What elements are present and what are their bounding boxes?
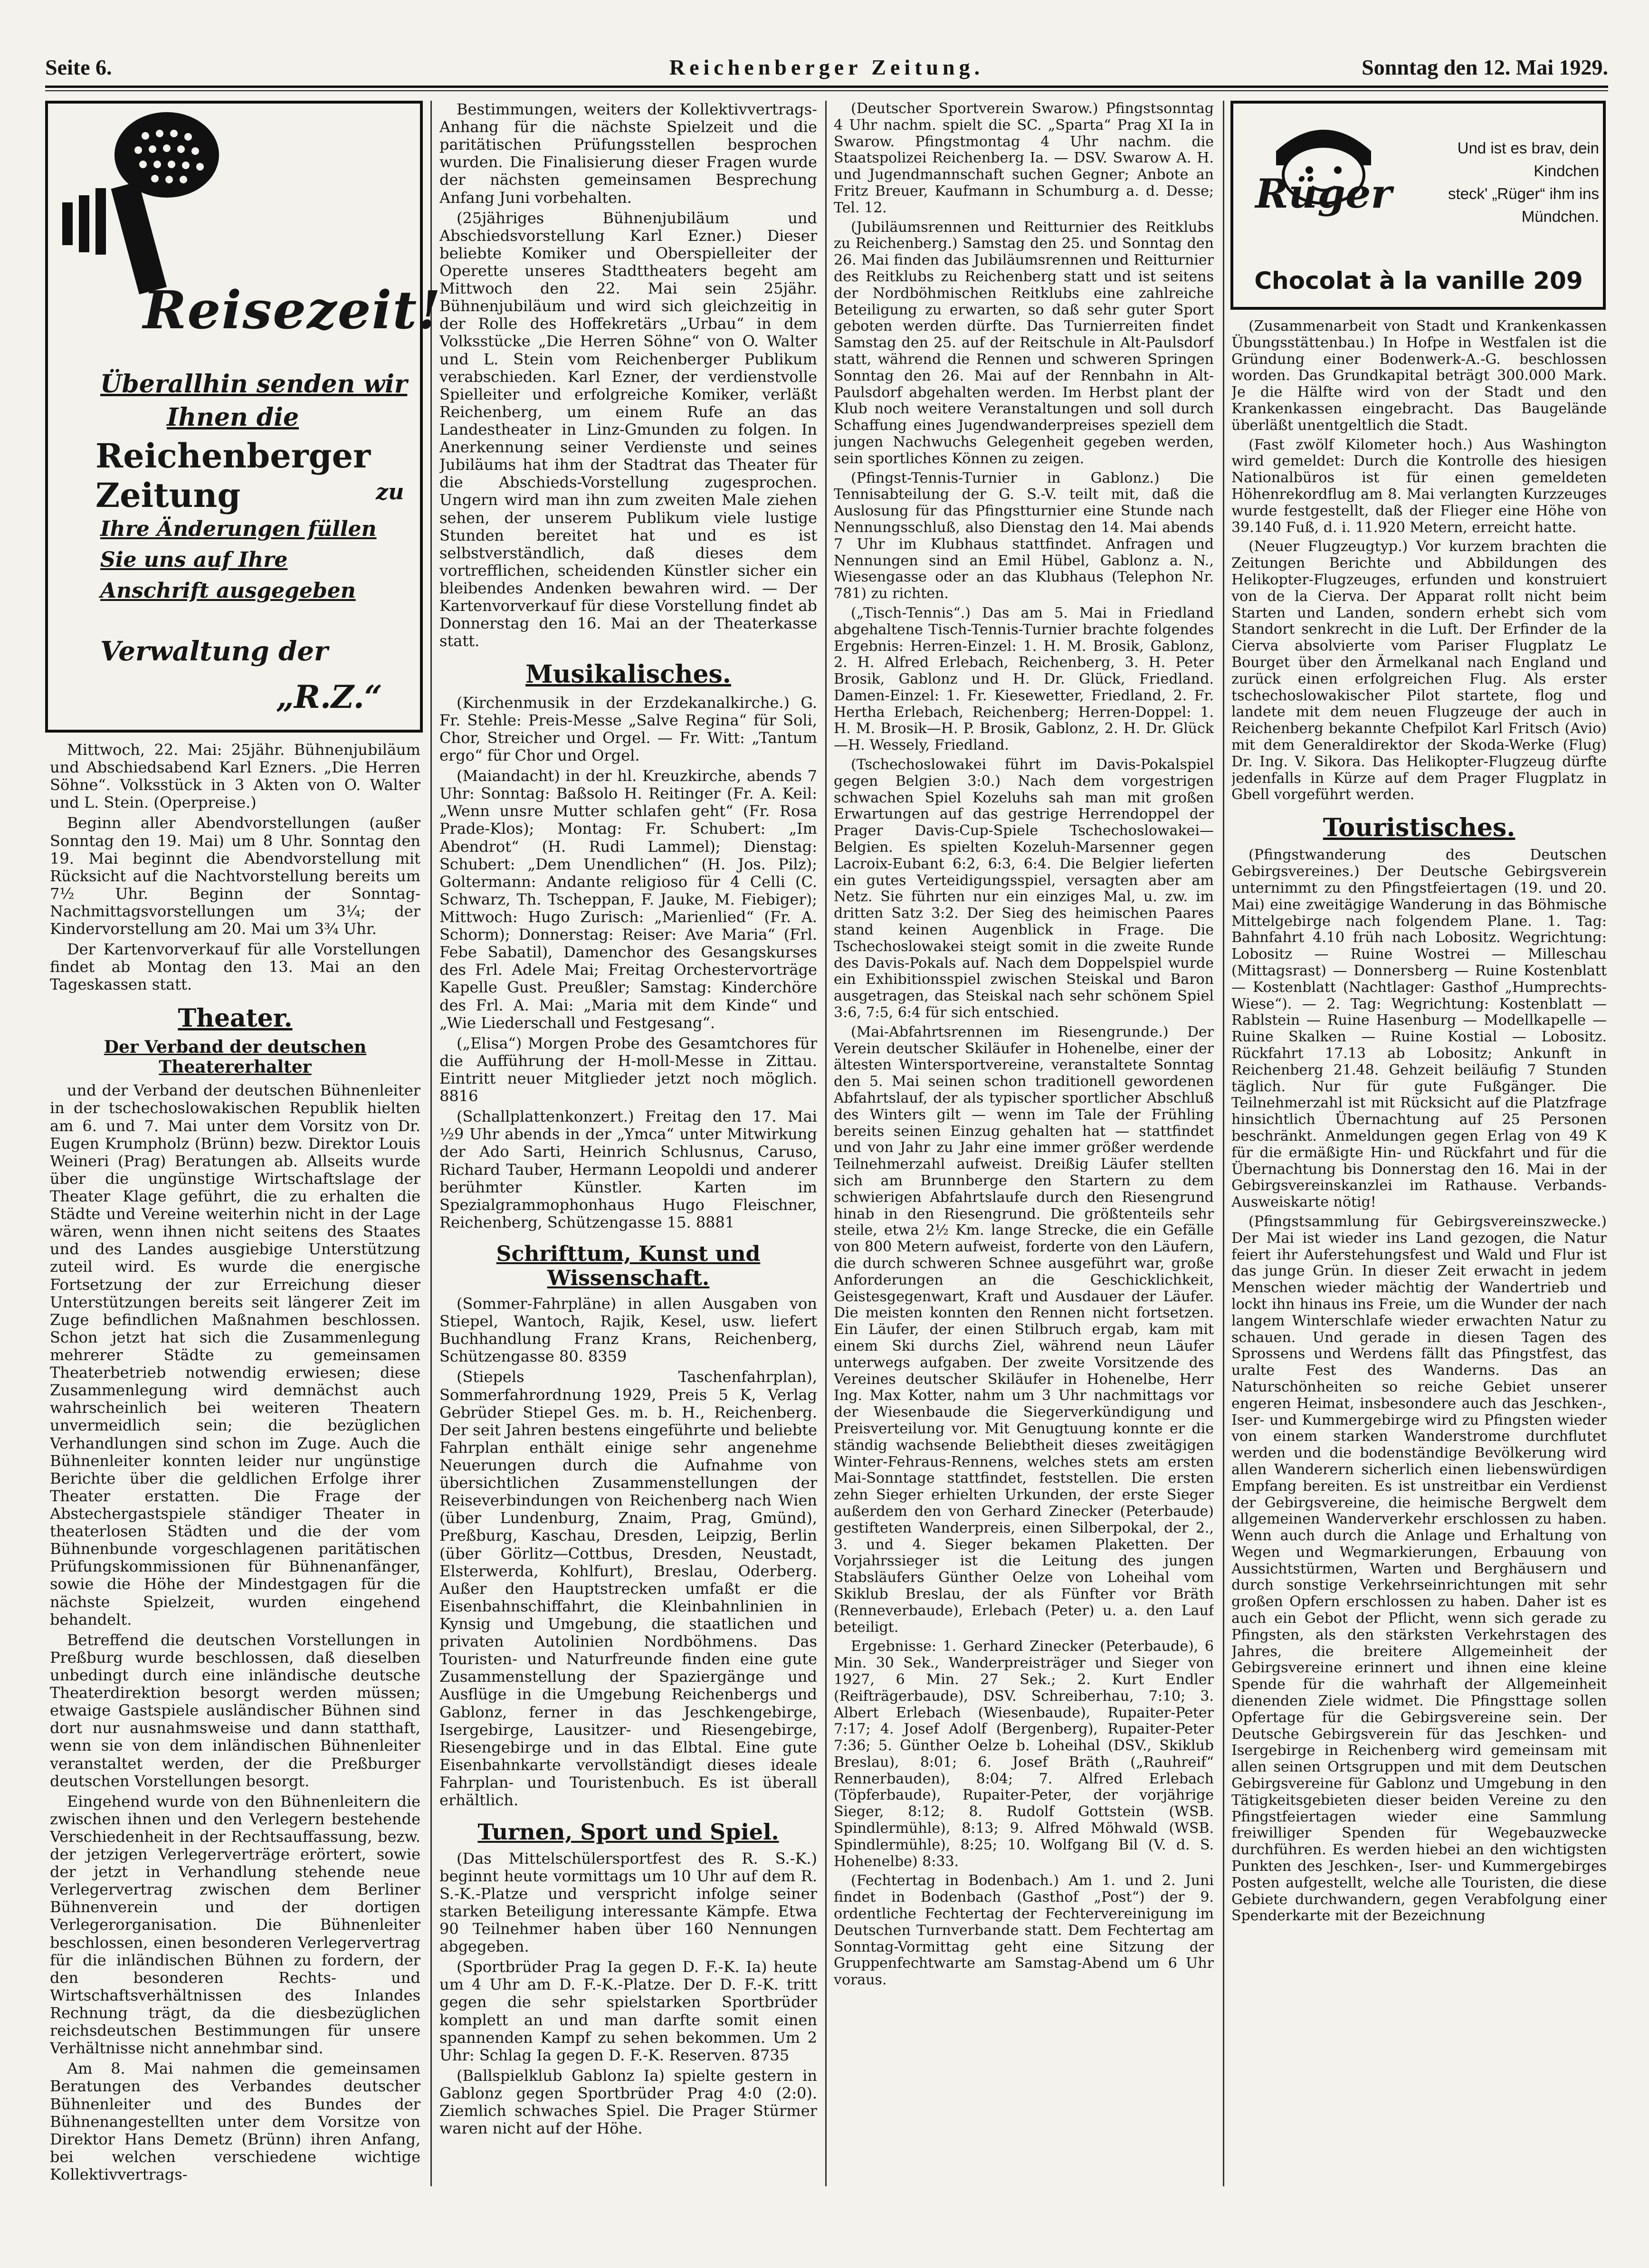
ad-text-line: Verwaltung der (100, 636, 328, 667)
section-heading-music: Musikalisches. (525, 660, 731, 689)
ad-slogan-line: Kindchen (1534, 162, 1599, 180)
article-paragraph: (Mai-Abfahrtsrennen im Riesengrunde.) Der Verein deutscher Skiläufer in Hohenelbe, einer der ältesten Wintersportvereine, veranstaltete Sonntag den 5. Mai seinen schon traditionell gewordenen Abfahrtslauf, der als typischer sportlicher Abschluß des Winters gilt — wenn im Tale der Frühling bereits seinen Einzug gehalten hat — stattfindet und von Jahr zu Jahr eine immer größer werdende Teilnehmerzahl aufweist. Dreißig Läufer stellten sich am Brunnberge den Startern zu dem schwierigen Abfahrtslaufe durch den Riesengrund hinab in den Riesengrund. Die größtenteils sehr steile, etwa 2½ Km. lange Strecke, die ein Gefälle von 800 Metern aufweist, forderte von den Läufern, die durch schweren Schnee ausgeführt war, große Anforderungen an die Geschicklichkeit, Geistesgegenwart, Kraft und Ausdauer der Läufer. Die meisten konnten den Rennen nicht fortsetzen. Ein Läufer, der einen Stilbruch ergab, kam mit einem Ski durchs Ziel, während neun Läufer unterwegs aufgaben. Der zweite Vorsitzende des Vereines deutscher Skiläufer in Hohenelbe, Herr Ing. Max Kotter, nahm um 3 Uhr nachmittags vor der Wiesenbaude die Siegerverkündigung und Preisverteilung vor. Mit Genugtuung konnte er die ständig wachsende Beliebtheit dieses zweitägigen Winter-Fehraus-Rennens, welches stets am ersten Mai-Sonntage stattfindet, feststellen. Die ersten zehn Sieger erhielten Urkunden, der erste Sieger außerdem den von Gerhard Zinecker (Peterbaude) gestifteten Wanderpreis, einen Silberpokal, der 2., 3. und 4. Sieger bekamen Plaketten. Der Vorjahrssieger ist die Leitung des jungen Stabsläufers Günther Oelze von Loheihal vom Skiklub Breslau, der als Fünfter vor Bräth (Renneverbaude), Erlebach (Peter) u. a. den Lauf beteiligt. (834, 1023, 1214, 1636)
article-paragraph: (Pfingstsammlung für Gebirgsvereinszwecke.) Der Mai ist wieder ins Land gezogen, die Natur feiert ihr Auferstehungsfest und Wald und Flur ist das junge Grün. In dieser Zeit erwacht in jedem Menschen wieder mächtig der Wandertrieb und lockt ihn hinaus ins Freie, um die Wunder der nach langem Winterschlafe wieder erwachten Natur zu schauen. Und gerade in diesen Tagen des Sprossens und Werdens fällt das Pfingstfest, das uralte Fest des Wanderns. Das an Naturschönheiten so reiche Gebiet unserer engeren Heimat, insbesondere auch das Jeschken-, Iser- und Kummergebirge wird zu Pfingsten wieder von einem starken Wanderstrome durchflutet werden und die bodenständige Bevölkerung wird allen Wanderern sicherlich einen liebenswürdigen Empfang bereiten. Es ist unstreitbar ein Verdienst der Gebirgsvereine, die heimische Bergwelt dem allgemeinen Wanderverkehr erschlossen zu haben. Wenn auch durch die Anlage und Erhaltung von Wegen und Wegmarkierungen, Erbauung von Aussichtstürmen, Warten und Berghäusern und durch sonstige Verkehrseinrichtungen mit sehr großen Opfern erschlossen zu haben. Daher ist es auch ein Gebot der Pflicht, wenn sich gerade zu Pfingsten, als den stärksten Verkehrstagen des Jahres, die breitere Allgemeinheit der Gebirgsvereine erinnert und ihnen eine kleine Spende für die wahrhaft der Allgemeinheit dienenden Ziele widmet. Die Pfingsttage sollen Opfertage für die Gebirgsvereine sein. Der Deutsche Gebirgsverein für das Jeschken- und Isergebirge in Reichenberg wird gemeinsam mit allen seinen Ortsgruppen und mit dem Deutschen Gebirgsvereine für Gablonz und Umgebung in den Tätigkeitsgebieten dieser beiden Vereine zu den Pfingstfeiertagen wieder eine Sammlung freiwilliger Spenden für Wegebauzwecke durchführen. Es werden hiebei an den wichtigsten Punkten des Jeschken-, Iser- und Kummergebirges Posten aufgestellt, welche alle Touristen, die diese Gebiete durchwandern, gegen Verabfolgung einer Spenderkarte mit der Bezeichnung (1231, 1213, 1607, 1925)
reisezeit-advertisement (45, 101, 442, 733)
article-paragraph: (Maiandacht) in der hl. Kreuzkirche, abends 7 Uhr: Sonntag: Baßsolo H. Reitinger (Fr. A. Keil: „Wenn unsre Mutter schlafen geht“ (Fr. Rosa Prade-Klos); Montag: Fr. Schubert: „Im Abendrot“ (H. Rudi Lammel); Dienstag: Schubert: „Dem Unendlichen“ (H. Jos. Pilz); Goltermann: Andante religioso für 4 Celli (C. Schwarz, Th. Tscheppan, F. Jauke, M. Fiebiger); Mittwoch: Hugo Zurisch: „Marienlied“ (Fr. A. Schorm); Donnerstag: Reiser: Ave Maria“ (Frl. Febe Sabatil), Damenchor des Gesangskurses des Frl. Adele Mai; Freitag Orchestervorträge Kapelle Gust. Preußler; Samstag: Kinderchöre des Frl. A. Mai: „Maria mit dem Kinde“ und „Wie Liederschall und Festgesang“. (439, 767, 817, 1032)
ad-slogan-line: Mündchen. (1521, 207, 1599, 225)
issue-date: Sonntag den 12. Mai 1929. (1362, 55, 1608, 79)
microphone-icon (53, 107, 224, 297)
paper-name: Reichenberger Zeitung. (669, 55, 984, 79)
article-paragraph: Ergebnisse: 1. Gerhard Zinecker (Peterbaude), 6 Min. 30 Sek., Wanderpreisträger und Sieger von 1927, 6 Min. 27 Sek.; 2. Kurt Endler (Reifträgerbaude), DSV. Schreiberhau, 7:10; 3. Albert Erlebach (Wiesenbaude), Rupaiter-Peter 7:17; 4. Josef Adolf (Bergenberg), Rupaiter-Peter 7:36; 5. Günther Oelze b. Loheihal (DSV., Skiklub Breslau), 8:01; 6. Josef Bräth („Rauhreif“ Rennerbauden), 8:04; 7. Alfred Erlebach (Töpferbaude), Rupaiter-Peter, der vorjährige Sieger, 8:12; 8. Rudolf Gottstein (WSB. Spindlermühle), 8:13; 9. Alfred Möhwald (WSB. Spindlermühle), 8:25; 10. Wolfgang Bil (V. d. S. Hohenelbe) 8:33. (834, 1638, 1214, 1870)
article-paragraph: (Pfingstwanderung des Deutschen Gebirgsvereines.) Der Deutsche Gebirgsverein unternimmt zu den Pfingstfeiertagen (19. und 20. Mai) eine zweitägige Wanderung in das Böhmische Mittelgebirge nach folgendem Plane. 1. Tag: Bahnfahrt 4.10 früh nach Lobositz. Wegrichtung: Lobositz — Ruine Wostrei — Milleschau (Mittagsrast) — Donnersberg — Ruine Kostenblatt — Kostenblatt (Nachtlager: Gasthof „Humprechts-Wiese“). — 2. Tag: Wegrichtung: Kostenblatt — Rablstein — Ruine Hasenburg — Modellkapelle — Ruine Skalken — Ruine Kostial — Lobositz. Rückfahrt 17.13 ab Lobositz; Ankunft in Reichenberg 21.48. Gehzeit beiläufig 7 Stunden täglich. Nur für gute Fußgänger. Die Teilnehmerzahl ist mit Rücksicht auf die Platzfrage hinsichtlich Übernachtung auf 25 Personen beschränkt. Anmeldungen gegen Erlag von 49 K für die ermäßigte Hin- und Rückfahrt und für die Übernachtung bis Donnerstag den 16. Mai in der Gebirgsvereinskanzlei im Rathause. Verbands-Ausweiskarte nötig! (1231, 847, 1607, 1211)
article-paragraph: (25jähriges Bühnenjubiläum und Abschiedsvorstellung Karl Ezner.) Dieser beliebte Komiker und Oberspielleiter der Operette unseres Stadttheaters begeht am Mittwoch den 22. Mai sein 25jähr. Bühnenjubiläum und wird sich gleichzeitig in der Rolle des Hoffekretärs „Urbau“ in dem Volksstücke „Die Herren Söhne“ von O. Walter und L. Stein vom Reichenberger Publikum verabschieden. Karl Ezner, der verdienstvolle Spielleiter und erfolgreiche Komiker, verläßt Reichenberg, um einem Rufe an das Landestheater in Linz-Gmunden zu folgen. In Anerkennung seiner Verdienste und seines Jubiläums hat ihm der Stadtrat das Theater für die Abschieds-Vorstellung zugesprochen. Ungern wird man ihn zum zweiten Male ziehen sehen, der unserem Publikum viele lustige Stunden bereitet hat und es ist selbstverständlich, daß dieses dem vortrefflichen, scheidenden Künstler sicher ein bleibendes Andenken bewahren wird. — Der Kartenvorverkauf für diese Vorstellung findet ab Donnerstag den 16. Mai an der Theaterkasse statt. (439, 209, 817, 650)
article-paragraph: (Pfingst-Tennis-Turnier in Gablonz.) Die Tennisabteilung der G. S.-V. teilt mit, daß die Auslosung für das Pfingstturnier eine Stunde nach Nennungsschluß, also Dienstag den 14. Mai abends 7 Uhr im Klubhaus stattfindet. Anfragen und Nennungen sind an Emil Hübel, Gablonz a. N., Wiesengasse oder an das Klubhaus (Telephon Nr. 781) zu richten. (834, 469, 1214, 602)
section-heading-literature: Schrifttum, Kunst und Wissenschaft. (496, 1241, 761, 1291)
ad-signature: „R.Z.“ (276, 678, 382, 715)
article-paragraph: (Zusammenarbeit von Stadt und Krankenkassen Übungsstättenbau.) In Hofpe in Westfalen ist die Gründung einer Bodenwerk-A.-G. beschlossen worden. Das Grundkapital beträgt 300.000 Mark. Je die Hälfte wird von der Stadt und den Krankenkassen eingebracht. Das Baugelände überläßt unentgeltlich die Stadt. (1231, 318, 1607, 434)
section-heading-sport: Turnen, Sport und Spiel. (477, 1819, 779, 1845)
column-divider (1223, 101, 1224, 2186)
ad-text-line: Ihnen die (167, 403, 299, 432)
ad-text-line: Anschrift ausgegeben (100, 579, 356, 603)
article-paragraph: (Deutscher Sportverein Swarow.) Pfingstsonntag 4 Uhr nachm. spielt die SC. „Sparta“ Prag XI Ia in Swarow. Pfingstmontag 4 Uhr nachm. die Staatspolizei Reichenberg Ia. — DSV. Swarow A. H. und Jugendmannschaft suchen Gegner; Anbote an Fritz Breuer, Kaufmann in Schumburg a. d. Desse; Tel. 12. (834, 101, 1214, 216)
column-divider (430, 101, 432, 2186)
article-paragraph: Betreffend die deutschen Vorstellungen in Preßburg wurde beschlossen, daß dieselben unbedingt durch eine inländische deutsche Theaterdirektion besorgt werden müssen; etwaige Gastspiele ausländischer Bühnen sind dort nur ausnahmsweise und dann statthaft, wenn sie von dem inländischen Bühnenleiter veranstaltet werden, der die Preßburger deutschen Vorstellungen besorgt. (50, 1630, 420, 1790)
article-paragraph: Bestimmungen, weiters der Kollektivvertrags-Anhang für die nächste Spielzeit und die paritätischen Prüfungsstellen besprochen wurden. Die Finalisierung dieser Fragen wurde der nächsten gemeinsamen Besprechung Anfang Juni vorbehalten. (439, 101, 817, 207)
article-heading: Der Verband der deutschen Theatererhalter (104, 1037, 367, 1077)
column-divider (825, 101, 827, 2186)
article-paragraph: (Kirchenmusik in der Erzdekanalkirche.) G. Fr. Stehle: Preis-Messe „Salve Regina“ für Soli, Chor, Streicher und Orgel. — Fr. Witt: „Tantum ergo“ für Chor und Orgel. (439, 693, 817, 765)
article-paragraph: („Tisch-Tennis“.) Das am 5. Mai in Friedland abgehaltene Tisch-Tennis-Turnier brachte folgendes Ergebnis: Herren-Einzel: 1. H. M. Brosik, Gablonz, 2. H. Alfred Erlebach, Reichenberg, 3. H. Peter Brosik, Gablonz und H. Dr. Glück, Friedland. Damen-Einzel: 1. Fr. Kiesewetter, Friedland, 2. Fr. Hertha Erlebach, Reichenberg; Herren-Doppel: 1. H. M. Brosik—H. P. Brosik, Gablonz, 2. H. Dr. Glück—H. Wessely, Friedland. (834, 604, 1214, 754)
ad-text-line: Überallhin senden wir (100, 370, 408, 399)
ad-text-line: Sie uns auf Ihre (100, 548, 288, 572)
masthead-rule-thin (45, 90, 1608, 91)
article-paragraph: (Ballspielklub Gablonz Ia) spielte gestern in Gablonz gegen Sportbrüder Prag 4:0 (2:0). Ziemlich schwaches Spiel. Die Prager Stürmer waren nicht auf der Höhe. (439, 2066, 817, 2138)
section-heading-theater: Theater. (178, 1003, 293, 1033)
theater-program-note: Mittwoch, 22. Mai: 25jähr. Bühnenjubiläum und Abschiedsabend Karl Ezners. „Die Herren Söhne“. Volksstück in 3 Akten von O. Walter und L. Stein. (Operpreise.) (50, 741, 420, 812)
column-2 (439, 101, 817, 2191)
rueger-chocolate-advertisement (1230, 101, 1606, 310)
theater-program-note: Der Kartenvorverkauf für alle Vorstellungen findet ab Montag den 13. Mai an den Tageskassen statt. (50, 940, 420, 994)
column-3 (834, 101, 1214, 2191)
ad-text-line: zu (376, 479, 404, 505)
article-paragraph: (Sportbrüder Prag Ia gegen D. F.-K. Ia) heute um 4 Uhr am D. F.-K.-Platze. Der D. F.-K. tritt gegen die sehr spielstarken Sportbrüder komplett an und man darfte somit einen spannenden Kampf zu sehen bekommen. Um 2 Uhr: Schlag Ia gegen D. F.-K. Reserven. 8735 (439, 1958, 817, 2064)
column-1 (50, 741, 420, 2190)
article-paragraph: (Tschechoslowakei führt im Davis-Pokalspiel gegen Belgien 3:0.) Nach dem vorgestrigen schwachen Spiel Kozeluhs sah man mit großen Erwartungen auf das gestrige Herrendoppel der Prager Davis-Cup-Spiele Tschechoslowakei—Belgien. Es spielten Kozeluh-Marsenner gegen Lacroix-Eubant 6:2, 6:3, 6:4. Die Belgier lieferten ein gutes Verteidigungsspiel, versagten aber am Netz. Sie führten nur ein einziges Mal, u. zw. im dritten Satz 3:2. Der Sieg des heimischen Paares stand keinen Augenblick in Frage. Die Tschechoslowakei steigt somit in die zweite Runde des Davis-Pokals auf. Nach dem Doppelspiel wurde ein Exhibitionsspiel zwischen Steiskal und Baron ausgetragen, das Steiskal nach sehr schönem Spiel 3:6, 7:5, 6:4 für sich entschied. (834, 756, 1214, 1021)
ad-headline: Reisezeit! (143, 279, 442, 341)
article-paragraph: und der Verband der deutschen Bühnenleiter in der tschechoslowakischen Republik hielten am 6. und 7. Mai unter dem Vorsitz von Dr. Eugen Krumpholz (Brünn) bezw. Direktor Louis Weineri (Prag) Beratungen ab. Allseits wurde über die ungünstige Wirtschaftslage der Theater Klage geführt, die zu erhalten die Städte und Vereine weiterhin nicht in der Lage wären, wenn ihnen nicht seitens des Staates und des Landes ausgiebige Unterstützung zuteil wird. Es wurde die energische Fortsetzung der zur Erreichung dieser Unterstützungen bereits seit längerer Zeit im Zuge befindlichen Maßnahmen beschlossen. Schon jetzt hat sich die Zusammenlegung mehrerer Städte zu gemeinsamen Theaterbetrieb notwendig erwiesen; diese Zusammenlegung wird demnächst auch wahrscheinlich bei weiteren Theatern unvermeidlich sein; die bezüglichen Verhandlungen sind schon im Zuge. Auch die Bühnenleiter konnten leider nur ungünstige Berichte über die geldlichen Erfolge ihrer Theater erstatten. Die Frage der Abstechergastspiele ständiger Theater in theaterlosen Städten und die der vom Bühnenbunde vorgeschlagenen paritätischen Prüfungskommissionen für Bühnenanfänger, sowie die Höhe der Mindestgagen für die nächste Spielzeit, wurden eingehend behandelt. (50, 1081, 420, 1629)
page-number: Seite 6. (45, 55, 112, 79)
product-name: Chocolat à la vanille 209 (1254, 267, 1583, 295)
ad-slogan-line: Und ist es brav, dein (1457, 139, 1599, 157)
ad-slogan (1409, 137, 1599, 228)
article-paragraph: Eingehend wurde von den Bühnenleitern die zwischen ihnen und den Verlegern bestehende Verschiedenheit in der Rechtsauffassung, bezw. der jetzigen Verlegerverträge erörtert, sowie der jetzt in Verhandlung stehende neue Verlegervertrag zwischen dem Berliner Bühnenverein und der dortigen Verlegerorganisation. Die Bühnenleiter beschlossen, einen besonderen Verlegervertrag für die inländischen Bühnen zu fordern, der den besonderen Rechts- und Wirtschaftsverhältnissen des Inlandes Rechnung trägt, da die diesbezüglichen reichsdeutschen Bestimmungen für unsere Verhältnisse nicht annehmbar sind. (50, 1792, 420, 2058)
article-paragraph: (Fechtertag in Bodenbach.) Am 1. und 2. Juni findet in Bodenbach (Gasthof „Post“) der 9. ordentliche Fechtertag der Fechtervereinigung im Deutschen Turnverbande statt. Dem Fechtertag am Sonntag-Vormittag geht eine Sitzung der Gruppenfechtwarte am Samstag-Abend um 6 Uhr voraus. (834, 1872, 1214, 1989)
brand-logo: Rüger (1255, 170, 1392, 217)
section-heading-tourism: Touristisches. (1323, 813, 1516, 843)
theater-program-note: Beginn aller Abendvorstellungen (außer Sonntag den 19. Mai) um 8 Uhr. Sonntag den 19. Mai beginnt die Abendvorstellung mit Rücksicht auf die Nachtvorstellung bereits um 7½ Uhr. Beginn der Sonntag-Nachmittagsvorstellungen um 3¼; der Kindervorstellung am 20. Mai um 3¾ Uhr. (50, 814, 420, 938)
masthead-rule (45, 86, 1608, 88)
column-4 (1231, 318, 1607, 2190)
article-paragraph: (Fast zwölf Kilometer hoch.) Aus Washington wird gemeldet: Durch die Kontrolle des hiesigen Nationalbüros ist für einen gemeldeten Höhenrekordflug am 8. Mai verlangten Kurzzeuges wurde festgestellt, daß der Flieger eine Höhe von 39.140 Fuß, d. i. 11.920 Metern, erreicht hatte. (1231, 436, 1607, 536)
article-paragraph: (Jubiläumsrennen und Reitturnier des Reitklubs zu Reichenberg.) Samstag den 25. und Sonntag den 26. Mai finden das Jubiläumsrennen und Reitturnier des Reitklubs zu Reichenberg statt und ist seitens der Nordböhmischen Reitklubs eine zahlreiche Beteiligung zu erwarten, so daß sehr guter Sport geboten werden dürfte. Das Turnierreiten findet Samstag den 25. auf der Reitschule in Alt-Paulsdorf statt, während die Rennen und schweren Springen Sonntag den 26. Mai auf der Rennbahn in Alt-Paulsdorf abgehalten werden. Im Herbst plant der Klub noch weitere Veranstaltungen und soll durch Schaffung eines Jugendwanderpreises speziell dem jungen Nachwuchs Gelegenheit gegeben werden, sein sportliches Können zu zeigen. (834, 219, 1214, 467)
article-paragraph: (Neuer Flugzeugtyp.) Vor kurzem brachten die Zeitungen Berichte und Abbildungen des Helikopter-Flugzeuges, erfunden und konstruiert von de la Cierva. Der Apparat rollt nicht beim Starten und Landen, sondern erhebt sich vom Standort senkrecht in die Luft. Der Erfinder de la Cierva absolvierte vom Pariser Flugplatz Le Bourget über den Ärmelkanal nach England und zurück einen erfolgreichen Flug. Als erster tschechoslowakischer Pilot startete, flog und landete mit dem neuen Flugzeuge der auch in Reichenberg bekannte Chefpilot Karl Fritsch (Avio) mit dem Generaldirektor der Skoda-Werke (Flug) Dr. Ing. V. Sikora. Das Helikopter-Flugzeug dürfte jedenfalls in Kürze auf dem Prager Flugplatz in Gbell vorgeführt werden. (1231, 538, 1607, 803)
article-paragraph: (Das Mittelschülersportfest des R. S.-K.) beginnt heute vormittags um 10 Uhr auf dem R. S.-K.-Platze und verspricht infolge seiner starken Beteiligung interessante Kämpfe. Etwa 90 Teilnehmer haben über 160 Nennungen abgegeben. (439, 1849, 817, 1956)
ad-paper-name: Reichenberger Zeitung (95, 436, 371, 515)
article-paragraph: (Sommer-Fahrpläne) in allen Ausgaben von Stiepel, Wantoch, Rajik, Kesel, usw. liefert Buchhandlung Franz Krans, Reichenberg, Schützengasse 80. 8359 (439, 1295, 817, 1366)
ad-text-line: Ihre Änderungen füllen (100, 517, 377, 541)
article-paragraph: Am 8. Mai nahmen die gemeinsamen Beratungen des Verbandes deutscher Bühnenleiter und des Bundes der Bühnenangestellten unter dem Vorsitze von Direktor Hans Demetz (Brünn) ihren Anfang, bei welchen verschiedene wichtige Kollektivvertrags- (50, 2059, 420, 2184)
ad-slogan-line: steck' „Rüger“ ihm ins (1448, 184, 1599, 202)
article-paragraph: (Stiepels Taschenfahrplan), Sommerfahrordnung 1929, Preis 5 K, Verlag Gebrüder Stiepel Ges. m. b. H., Reichenberg. Der seit Jahren bestens eingeführte und beliebte Fahrplan enthält einige sehr angenehme Neuerungen durch die Aufnahme von übersichtlichen Zusammenstellungen der Reiseverbindungen von Reichenberg nach Wien (über Lundenburg, Znaim, Prag, Gmünd), Preßburg, Kaschau, Dresden, Leipzig, Berlin (über Görlitz—Cottbus, Dresden, Neustadt, Elsterwerda, Kohlfurt), Breslau, Oderberg. Außer den Hauptstrecken umfaßt er die Eisenbahnschiffahrt, die Kleinbahnlinien in Kynsig und Umgebung, die staatlichen und privaten Autolinien Nordböhmens. Das Touristen- und Naturfreunde finden eine gute Zusammenstellung der Spaziergänge und Ausflüge in die Umgebung Reichenbergs und Gablonz, ferner in das Jeschkengebirge, Isergebirge, Lausitzer- und Riesengebirge, Riesengebirge und in das Elbtal. Eine gute Eisenbahnkarte vervollständigt dieses ideale Fahrplan- und Touristenbuch. Es ist überall erhältlich. (439, 1368, 817, 1810)
masthead (45, 50, 1608, 88)
article-paragraph: (Schallplattenkonzert.) Freitag den 17. Mai ½9 Uhr abends in der „Ymca“ unter Mitwirkung der Ado Sarti, Heinrich Schlusnus, Caruso, Richard Tauber, Hermann Leopoldi und anderer berühmter Künstler. Karten im Spezialgrammophonhaus Hugo Fleischner, Reichenberg, Schützengasse 15. 8881 (439, 1107, 817, 1231)
article-paragraph: („Elisa“) Morgen Probe des Gesamtchores für die Aufführung der H-moll-Messe in Zittau. Eintritt neuer Mitglieder jetzt noch möglich. 8816 (439, 1034, 817, 1105)
